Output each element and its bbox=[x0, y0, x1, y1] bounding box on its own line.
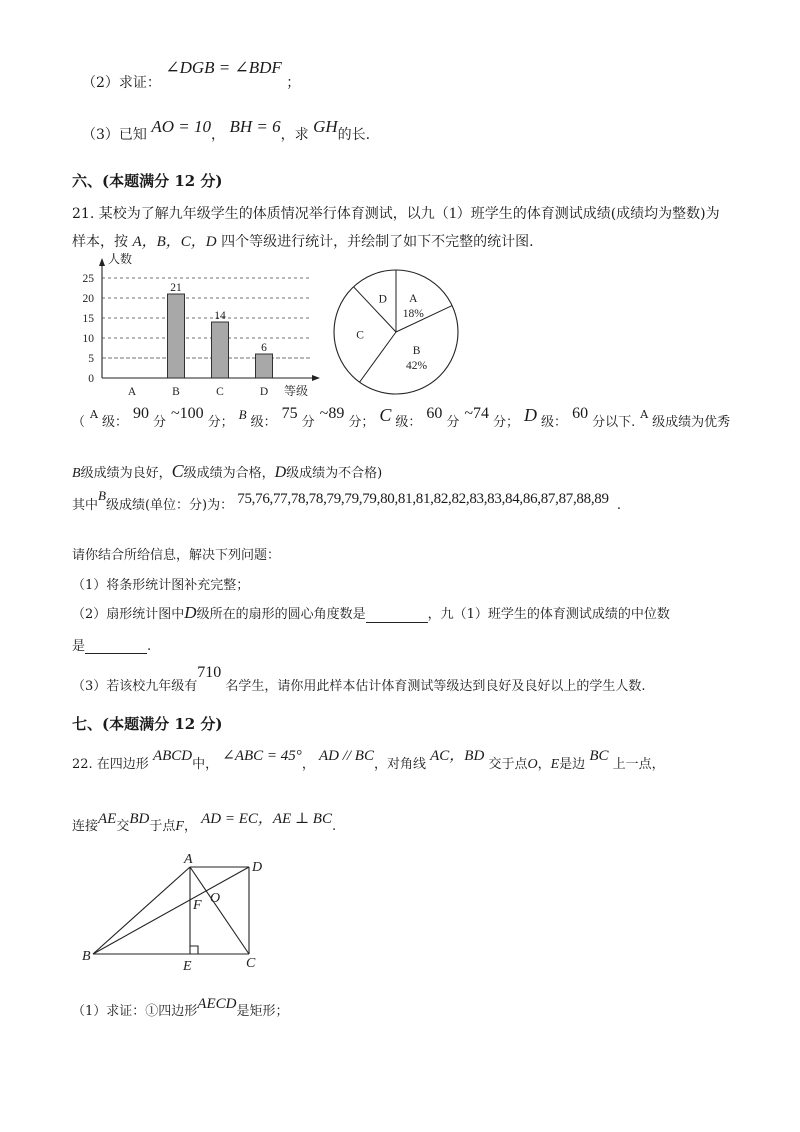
q21-line1: 21. 某校为了解九年级学生的体质情况举行体育测试，以九（1）班学生的体育测试成绩(成绩均为整数)为 bbox=[72, 205, 720, 222]
x-tick-label: C bbox=[216, 386, 224, 398]
grade-number: ~100 bbox=[171, 405, 204, 422]
grade-text: 分； bbox=[493, 415, 520, 430]
pie-divider bbox=[360, 332, 396, 382]
x-tick-label: B bbox=[172, 386, 180, 398]
y-tick-label: 10 bbox=[82, 333, 94, 345]
y-tick-label: 20 bbox=[82, 293, 94, 305]
section-heading: 六、(本题满分 12 分) bbox=[72, 172, 223, 190]
q22-sub1: （1）求证：①四边形AECD是矩形； bbox=[72, 996, 289, 1019]
sub-question-1: （1）将条形统计图补充完整； bbox=[72, 578, 250, 593]
prev-q-part2: （2）求证： ∠DGB = ∠BDF ； bbox=[82, 58, 301, 91]
grade-text: 级成绩为优秀 bbox=[652, 415, 731, 430]
label-e: E bbox=[183, 959, 192, 974]
grade-text: 分 bbox=[152, 415, 166, 430]
segment-ab bbox=[93, 867, 190, 954]
y-tick-label: 15 bbox=[82, 313, 94, 325]
grades-line2: B级成绩为良好，C级成绩为合格，D级成绩为不合格) bbox=[72, 461, 383, 481]
y-axis-label: 人数 bbox=[108, 252, 133, 266]
bar-chart bbox=[74, 250, 324, 398]
grade-text: 级： bbox=[250, 415, 277, 430]
bar-value-label: 21 bbox=[170, 282, 182, 294]
grade-number: 75 bbox=[281, 405, 298, 422]
grade-text: 级： bbox=[395, 415, 422, 430]
prev-q-part3: （3）已知 AO = 10， BH = 6，求 GH的长. bbox=[82, 117, 371, 143]
pie-slice-name: C bbox=[356, 329, 364, 342]
grade-number: 90 bbox=[132, 405, 149, 422]
label-o: O bbox=[210, 891, 221, 906]
grade-letter: A bbox=[90, 408, 98, 421]
grade-number: ~89 bbox=[319, 405, 345, 422]
b-scores-values: 75,76,77,78,78,79,79,79,80,81,81,82,82,83,83,84,86,87,87,88,89 bbox=[237, 491, 609, 507]
grade-letter: A bbox=[640, 408, 649, 421]
grade-letter: C bbox=[379, 405, 392, 425]
answer-blank bbox=[85, 639, 147, 654]
grade-letter: B bbox=[238, 407, 247, 422]
grade-text: 级： bbox=[541, 415, 568, 430]
x-axis-label: 等级 bbox=[284, 384, 309, 398]
q21-line2: 样本，按 A，B，C，D 四个等级进行统计，并绘制了如下不完整的统计图. bbox=[72, 234, 534, 250]
section-heading: 七、(本题满分 12 分) bbox=[72, 715, 223, 733]
q22-line2: 连接AE交BD于点F， AD = EC，AE ⊥ BC. bbox=[72, 811, 337, 834]
bar-value-label: 6 bbox=[261, 342, 267, 354]
grades-line1 bbox=[72, 405, 731, 431]
grade-text: 分 bbox=[446, 415, 460, 430]
pie-slice-name: B bbox=[412, 344, 421, 357]
grade-text: 分 bbox=[301, 415, 315, 430]
pie-chart bbox=[326, 264, 466, 400]
answer-blank bbox=[366, 608, 428, 623]
grade-text: 分； bbox=[207, 415, 234, 430]
grade-number: 60 bbox=[572, 405, 589, 422]
y-axis-arrow bbox=[99, 258, 105, 266]
y-tick-label: 5 bbox=[88, 353, 94, 365]
grade-text: （ bbox=[72, 415, 86, 430]
y-tick-label: 25 bbox=[82, 273, 94, 285]
grade-number: 60 bbox=[426, 405, 443, 422]
sub-question-2: （2）扇形统计图中D级所在的扇形的圆心角度数是 ，九（1）班学生的体育测试成绩的中位数 bbox=[72, 603, 670, 622]
grade-text: 分； bbox=[348, 415, 375, 430]
pie-slice-percent: 42% bbox=[406, 359, 428, 372]
grade-text: 级： bbox=[101, 415, 128, 430]
diagonal-bd bbox=[93, 867, 249, 954]
y-tick-label: 0 bbox=[88, 373, 94, 385]
sub-question-3: （3）若该校九年级有710 名学生，请你用此样本估计体育测试等级达到良好及良好以上的学生人数. bbox=[72, 664, 646, 694]
grade-letter: D bbox=[524, 405, 538, 425]
q22-line1: 22. 在四边形 ABCD中， ∠ABC = 45°， AD // BC，对角线 AC，BD 交于点O，E是边 BC 上一点， bbox=[72, 748, 665, 772]
pie-slice-name: A bbox=[409, 292, 418, 305]
pie-slice-name: D bbox=[378, 293, 387, 306]
prompt-text: 请你结合所给信息，解决下列问题： bbox=[72, 548, 281, 563]
label-f: F bbox=[193, 898, 202, 913]
label-a: A bbox=[184, 852, 193, 867]
label-c: C bbox=[246, 956, 256, 971]
pie-slice-percent: 18% bbox=[402, 307, 424, 320]
label-d: D bbox=[252, 860, 263, 875]
grade-text: 分以下. bbox=[592, 415, 636, 430]
label-b: B bbox=[82, 949, 91, 964]
x-tick-label: D bbox=[259, 386, 269, 398]
math-angle-eq: ∠DGB = ∠BDF bbox=[165, 58, 282, 77]
pie-divider bbox=[354, 287, 396, 332]
grade-number: ~74 bbox=[464, 405, 490, 422]
geometry-figure bbox=[80, 850, 270, 978]
bar-d bbox=[256, 354, 273, 378]
bar-b bbox=[168, 294, 185, 378]
x-tick-label: A bbox=[127, 386, 137, 398]
b-scores-line: 其中B级成绩(单位：分)为： 75,76,77,78,78,79,79,79,80,81,81,82,82,83,83,84,86,87,87,88,89 . bbox=[72, 488, 621, 513]
sub-question-2-cont: 是 . bbox=[72, 639, 152, 654]
bar-value-label: 14 bbox=[214, 310, 226, 322]
right-angle-mark bbox=[190, 946, 198, 954]
bar-c bbox=[212, 322, 229, 378]
x-axis-arrow bbox=[312, 375, 320, 381]
